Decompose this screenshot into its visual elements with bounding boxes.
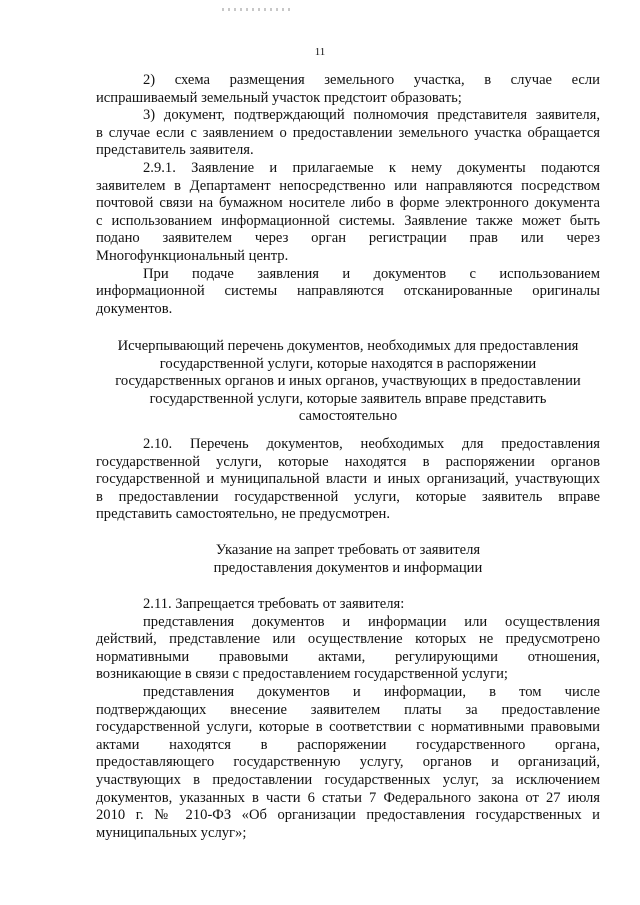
page-number: 11 <box>314 46 326 58</box>
paragraph-line: документов. <box>96 300 173 317</box>
list-item-line: участвующих в предоставлении государственных услуг, за исключением <box>96 771 600 788</box>
heading-line: государственных органов и иных органов, участвующих в предоставлении <box>115 373 581 390</box>
list-item-line: 2010 г. № 210-ФЗ «Об организации предоставления государственных и <box>96 807 600 824</box>
list-item-line: муниципальных услуг»; <box>96 824 247 841</box>
paragraph-line: информационной системы направляются отсканированные оригиналы <box>96 283 600 300</box>
list-item-line: представления документов и информации, в том числе <box>143 683 600 700</box>
clause-line: государственной и муниципальной власти и иных организаций, участвующих <box>96 471 600 488</box>
clause-2-9-1-line: подано заявителем через орган регистрации прав или через <box>96 230 600 247</box>
section-heading <box>96 338 600 426</box>
clause-line: в предоставлении государственной услуги, которые заявитель вправе <box>96 488 600 505</box>
list-item-line: предоставляющего государственную услугу, органов и организаций, <box>96 754 600 771</box>
list-item-line: актами находятся в распоряжении государственного органа, <box>96 736 600 753</box>
list-item-line: возникающие в связи с предоставлением государственной услуги; <box>96 666 508 683</box>
clause-2-11 <box>96 596 600 842</box>
list-item-line: действий, представление или осуществление которых не предусмотрено <box>96 631 600 648</box>
list-item-2-line: 2) схема размещения земельного участка, в случае если <box>143 72 600 88</box>
list-item-line: государственной услуги, которые в соответствии с нормативными правовыми <box>96 719 600 736</box>
paragraph-line: При подаче заявления и документов с использованием <box>143 265 600 282</box>
heading-line: Указание на запрет требовать от заявителя <box>215 542 481 558</box>
list-item-2-line: испрашиваемый земельный участок предстоит образовать; <box>96 89 462 106</box>
heading-line: предоставления документов и информации <box>213 559 483 576</box>
clause-2-9-1-line: Многофункциональный центр. <box>96 247 289 264</box>
list-item-line: подтверждающих внесение заявителем платы за предоставление <box>96 701 600 718</box>
list-item-line: документов, указанных в части 6 статьи 7 Федерального закона от 27 июля <box>96 789 600 806</box>
heading-line: самостоятельно <box>298 408 398 425</box>
clause-line: 2.10. Перечень документов, необходимых для предоставления <box>143 436 600 452</box>
list-item-line: нормативными правовыми актами, регулирующими отношения, <box>96 648 600 665</box>
heading-line: государственной услуги, которые заявитель вправе представить <box>149 390 547 407</box>
list-item-3-line: 3) документ, подтверждающий полномочия представителя заявителя, <box>143 107 600 124</box>
clause-2-9-1-line: 2.9.1. Заявление и прилагаемые к нему документы подаются <box>143 159 600 176</box>
section-heading <box>96 542 600 577</box>
clause-line: государственной услуги, которые находятся в распоряжении органов <box>96 453 600 470</box>
clause-line: представить самостоятельно, не предусмотрен. <box>96 506 390 523</box>
clause-2-9-1-line: почтовой связи на бумажном носителе либо в форме электронного документа <box>96 195 600 212</box>
top-section <box>96 72 600 318</box>
clause-2-9-1-line: с использованием информационной системы. Заявление также может быть <box>96 212 600 229</box>
heading-line: государственной услуги, которые находятся в распоряжении <box>159 355 537 372</box>
heading-line: Исчерпывающий перечень документов, необходимых для предоставления <box>117 338 579 354</box>
clause-2-10 <box>96 436 600 524</box>
list-item-3-line: представитель заявителя. <box>96 142 254 159</box>
list-item-line: представления документов и информации или осуществления <box>143 613 600 630</box>
clause-intro: 2.11. Запрещается требовать от заявителя: <box>143 596 405 612</box>
scan-artifact <box>222 8 292 11</box>
list-item-3-line: в случае если с заявлением о предоставлении земельного участка обращается <box>96 124 600 141</box>
clause-2-9-1-line: заявителем в Департамент непосредственно или направляются посредством <box>96 177 600 194</box>
